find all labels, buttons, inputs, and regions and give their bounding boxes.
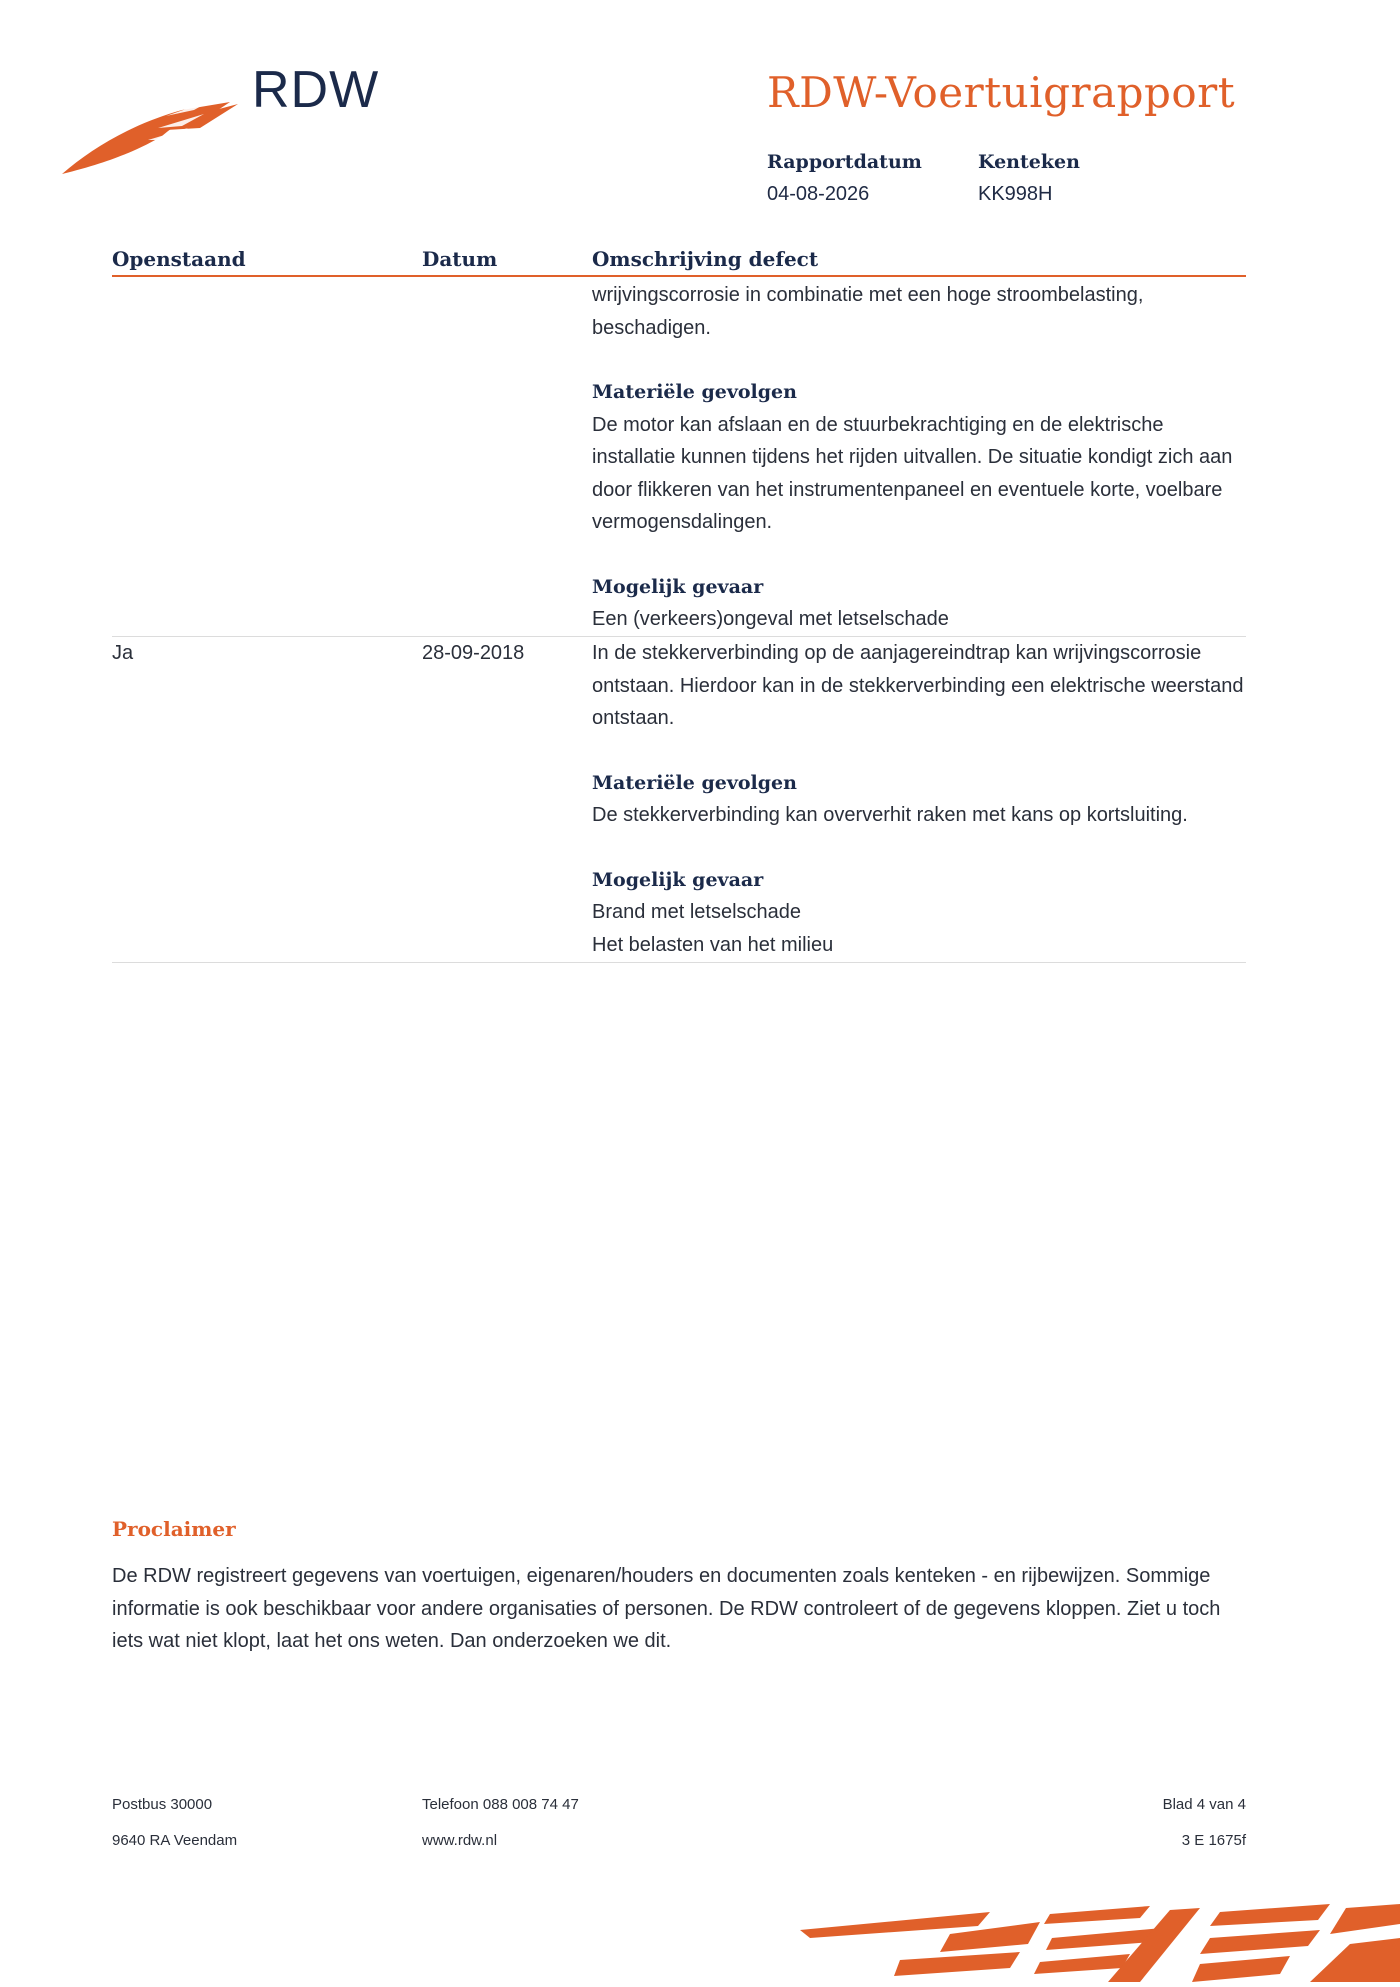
consequences-text: De motor kan afslaan en de stuurbekrachtiging en de elektrische installatie kunnen tijdens het rijden uitvallen. De situatie kondigt zich aan door flikkeren van het instrumentenpaneel en eventuele korte, voelbare vermogensdalingen.: [592, 413, 1233, 533]
page-number: Blad 4 van 4: [1162, 1796, 1246, 1813]
proclaimer-title: Proclaimer: [112, 1517, 236, 1541]
danger-text: Een (verkeers)ongeval met letselschade: [592, 608, 949, 630]
danger-text: Het belasten van het milieu: [592, 933, 834, 956]
footer-phone: Telefoon 088 008 74 47: [422, 1796, 579, 1813]
consequences-heading: Materiële gevolgen: [592, 381, 797, 403]
column-header-description: Omschrijving defect: [592, 247, 819, 271]
footer-address-line1: Postbus 30000: [112, 1796, 213, 1813]
footer-website[interactable]: www.rdw.nl: [422, 1832, 498, 1849]
open-status: Ja: [112, 642, 134, 664]
report-title: RDW-Voertuigrapport: [767, 68, 1236, 117]
plate-label: Kenteken: [978, 151, 1080, 173]
report-date-label: Rapportdatum: [767, 151, 922, 173]
table-row: [592, 279, 1252, 636]
danger-text: Brand met letselschade: [592, 901, 802, 923]
danger-heading: Mogelijk gevaar: [592, 575, 764, 598]
defect-date: 28-09-2018: [422, 642, 525, 664]
report-date: 04-08-2026: [767, 183, 870, 205]
danger-heading: Mogelijk gevaar: [592, 868, 764, 891]
column-header-open: Openstaand: [112, 247, 246, 271]
table-row: [592, 637, 1252, 961]
column-header-date: Datum: [422, 247, 498, 271]
plate-number: KK998H: [978, 183, 1053, 205]
row-divider: [112, 962, 1246, 963]
defect-description: In de stekkerverbinding op de aanjagereindtrap kan wrijvingscorrosie ontstaan. Hierdoor kan in de stekkerverbinding een elektrische weerstand ontstaan.: [592, 642, 1244, 729]
rdw-logo-icon: [62, 88, 238, 180]
consequences-text: De stekkerverbinding kan oververhit raken met kans op kortsluiting.: [592, 804, 1188, 826]
table-header-rule: [112, 275, 1246, 277]
defect-description: wrijvingscorrosie in combinatie met een hoge stroombelasting, beschadigen.: [592, 284, 1144, 339]
speed-stripes-icon: [790, 1904, 1400, 1982]
footer-address-line2: 9640 RA Veendam: [112, 1832, 238, 1849]
document-code: 3 E 1675f: [1181, 1832, 1246, 1849]
logo-text: RDW: [252, 61, 380, 119]
proclaimer-text: De RDW registreert gegevens van voertuigen, eigenaren/houders en documenten zoals kenteken - en rijbewijzen. Sommige informatie is ook beschikbaar voor andere organisaties of personen. De RDW controleert of de gegevens kloppen. Ziet u toch iets wat niet klopt, laat het ons weten. Dan onderzoeken we dit.: [112, 1565, 1221, 1652]
consequences-heading: Materiële gevolgen: [592, 771, 797, 794]
